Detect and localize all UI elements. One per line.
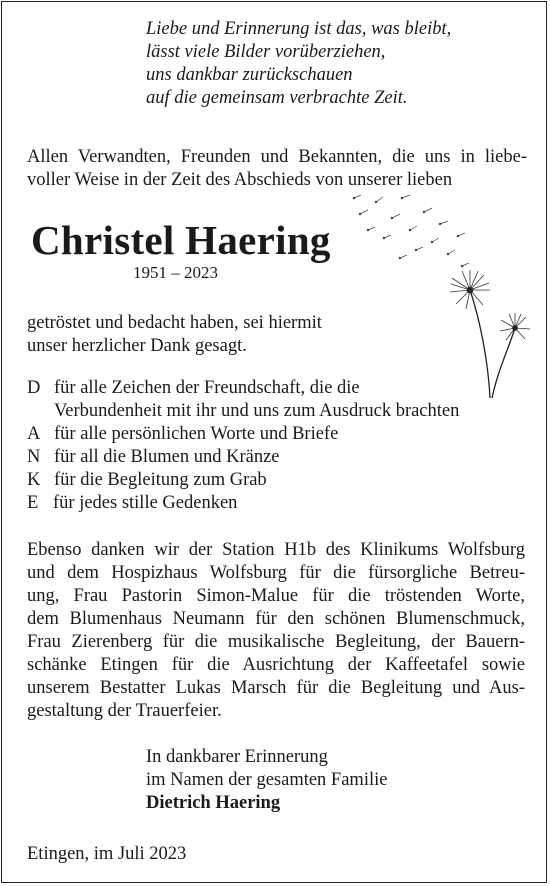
thanks-paragraph [27, 312, 322, 358]
thanks-line: unser herzlicher Dank gesagt. [27, 336, 247, 356]
signoff-line: In dankbarer Erinnerung [146, 747, 328, 767]
acrostic-row-continued [27, 400, 459, 423]
poem-line: uns dankbar zurückschauen [146, 65, 353, 85]
acrostic-text: für alle persönlichen Worte und Briefe [54, 424, 339, 444]
deceased-name: Christel Haering [31, 217, 331, 263]
acrostic-letter: A [27, 424, 41, 444]
extra-line: gestaltung der Trauerfeier. [27, 701, 222, 721]
extra-line: unserem Bestatter Lukas Marsch für die Begleitung und Aus- [27, 678, 525, 698]
acrostic-text: für jedes stille Gedenken [53, 493, 238, 513]
acrostic-row [27, 446, 459, 469]
poem-line: lässt viele Bilder vorüberziehen, [146, 42, 386, 62]
acrostic-text: für die Begleitung zum Grab [54, 470, 267, 490]
acrostic-text: für alle Zeichen der Freundschaft, die die [54, 378, 360, 398]
extra-line: Frau Zierenberg für die musikalische Begleitung, der Bauern- [27, 632, 525, 652]
poem-line: Liebe und Erinnerung ist das, was bleibt, [146, 19, 452, 39]
signoff-line: im Namen der gesamten Familie [146, 770, 388, 790]
acrostic-row [27, 423, 459, 446]
extra-line: und dem Hospizhaus Wolfsburg für die fürsorgliche Betreu- [27, 563, 525, 583]
memorial-poem [146, 18, 451, 110]
acrostic-row [27, 469, 459, 492]
acrostic-letter: E [27, 493, 39, 513]
danke-acrostic [27, 377, 459, 515]
dandelion-illustration [340, 190, 540, 400]
extra-line: schänke Etingen für die Ausrichtung der Kaffeetafel sowie [27, 655, 525, 675]
acrostic-row [27, 377, 459, 400]
intro-line: voller Weise in der Zeit des Abschieds von unserer lieben [27, 170, 453, 190]
extra-line: dem Blumenhaus Neumann für den schönen Blumenschmuck, [27, 609, 525, 629]
signer-name: Dietrich Haering [146, 793, 281, 813]
life-years: 1951 – 2023 [133, 263, 218, 282]
intro-line: Allen Verwandten, Freunden und Bekannten, die uns in liebe- [27, 147, 527, 167]
additional-thanks-paragraph [27, 539, 525, 723]
acrostic-letter: N [27, 447, 41, 467]
extra-line: ung, Frau Pastorin Simon-Malue für die tröstenden Worte, [27, 586, 525, 606]
poem-line: auf die gemeinsam verbrachte Zeit. [146, 88, 408, 108]
acrostic-letter: K [27, 470, 41, 490]
acrostic-text: für all die Blumen und Kränze [54, 447, 280, 467]
intro-paragraph [27, 146, 527, 192]
acrostic-letter: D [27, 378, 41, 398]
acrostic-text: Verbundenheit mit ihr und uns zum Ausdruck brachten [54, 401, 460, 421]
place-date: Etingen, im Juli 2023 [27, 844, 187, 864]
extra-line: Ebenso danken wir der Station H1b des Klinikums Wolfsburg [27, 540, 525, 560]
acrostic-row [27, 492, 459, 515]
thanks-line: getröstet und bedacht haben, sei hiermit [27, 313, 322, 333]
signoff [146, 746, 387, 815]
